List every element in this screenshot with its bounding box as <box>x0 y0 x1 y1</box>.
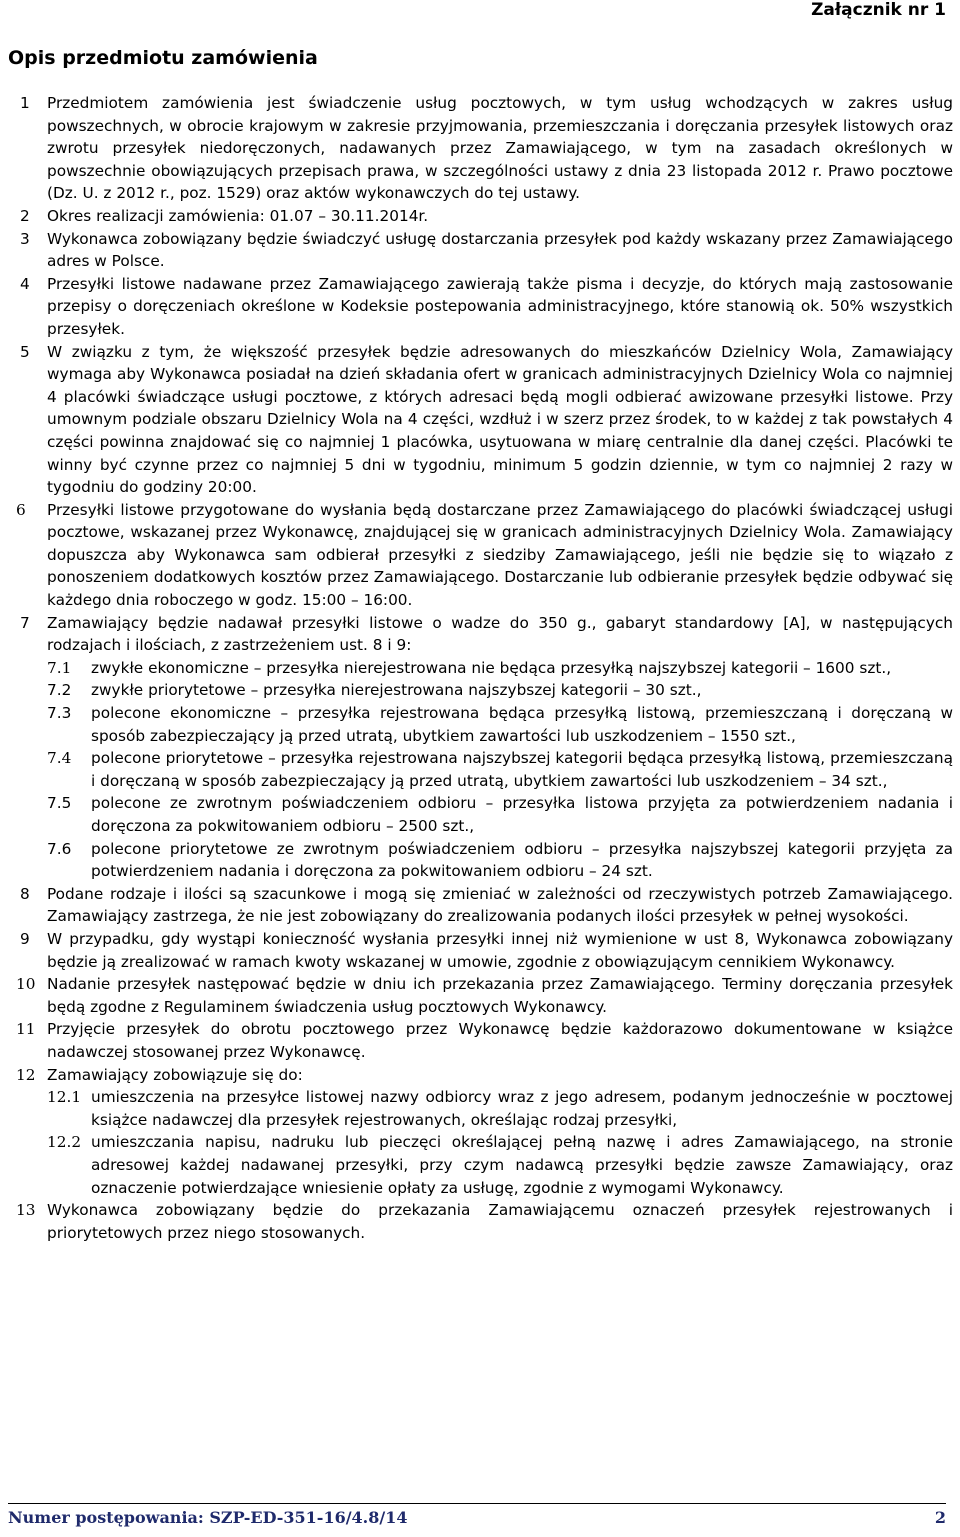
list-item <box>0 228 960 273</box>
page-footer <box>8 1503 946 1529</box>
list-item <box>0 1199 960 1244</box>
item-number: 6 <box>16 500 26 519</box>
sub-list-item <box>0 792 960 837</box>
list-item <box>0 205 960 228</box>
item-text: W związku z tym, że większość przesyłek będzie adresowanych do mieszkańców Dzielnicy Wola, Zamawiający wymaga aby Wykonawca posiadał na dzień składania ofert w granicach administracyjnych Dzielnicy Wola co najmniej 4 placówki świadczące usługi pocztowe, z których adresaci będą mogli odbierać awizowane przesyłki listowe. Przy umownym podziale obszaru Dzielnicy Wola na 4 części, wzdłuż i w szerz przez środek, to w każdej z tak powstałych 4 części powinna znajdować się co najmniej 1 placówka, usytuowana w miarę centralnie dla danej części. Placówki te winny być czynne przez co najmniej 5 dni w tygodniu, minimum 5 godzin dziennie, w tym co najmniej 2 razy w tygodniu do godziny 20:00. <box>47 342 953 497</box>
sub-list-item <box>0 679 960 702</box>
sub-item-number: 7.6 <box>47 839 72 858</box>
item-number: 4 <box>20 274 30 293</box>
item-text: Zamawiający zobowiązuje się do: <box>47 1065 303 1084</box>
sub-item-text: zwykłe priorytetowe – przesyłka nierejestrowana najszybszej kategorii – 30 szt., <box>91 681 702 700</box>
sub-item-text: umieszczenia na przesyłce listowej nazwy odbiorcy wraz z jego adresem, podanym jednocześnie w pocztowej książce nadawczej dla przesyłek rejestrowanych, określając rodzaj przesyłki, <box>91 1088 953 1129</box>
list-item <box>0 928 960 973</box>
item-text: Nadanie przesyłek następować będzie w dniu ich przekazania przez Zamawiającego. Terminy doręczania przesyłek będą zgodne z Regulaminem świadczenia usług pocztowych Wykonawcy. <box>47 975 953 1016</box>
sub-list-item <box>0 747 960 792</box>
sub-item-number: 7.4 <box>47 749 72 768</box>
sub-item-text: polecone ekonomiczne – przesyłka rejestrowana będąca przesyłką listową, przemieszczaną i doręczaną w sposób zabezpieczający ją przed utratą, ubytkiem zawartości lub uszkodzeniem – 1550 szt., <box>91 704 953 745</box>
sub-list-item <box>0 1086 960 1131</box>
list-item <box>0 612 960 657</box>
item-number: 8 <box>20 884 30 903</box>
item-number: 2 <box>20 206 30 225</box>
item-text: Wykonawca zobowiązany będzie świadczyć usługę dostarczania przesyłek pod każdy wskazany przez Zamawiającego adres w Polsce. <box>47 229 953 271</box>
page-number: 2 <box>934 1508 946 1527</box>
item-number: 12 <box>16 1065 36 1084</box>
item-number: 1 <box>20 94 30 112</box>
sub-item-number: 12.2 <box>47 1133 82 1152</box>
item-text: Przedmiotem zamówienia jest świadczenie usług pocztowych, w tym usług wchodzących w zakres usług powszechnych, w obrocie krajowym w zakresie przyjmowania, przemieszczania i doręczania przesyłek listowych oraz zwrotu przesyłek niedoręczonych, nadawanych przez Zamawiającego, w tym na zasadach określonych w powszechnie obowiązujących przepisach prawa, w szczególności ustawy z dnia 23 listopada 2012 r. Prawo pocztowe (Dz. U. z 2012 r., poz. 1529) oraz aktów wykonawczych do tej ustawy. <box>47 94 953 203</box>
sub-list-item <box>0 1131 960 1199</box>
list-item <box>0 973 960 1018</box>
sub-item-text: polecone priorytetowe – przesyłka rejestrowana najszybszej kategorii będąca przesyłką listową, przemieszczaną i doręczaną w sposób zabezpieczający ją przed utratą, ubytkiem zawartości lub uszkodzeniem – 34 szt., <box>91 749 953 790</box>
item-number: 9 <box>20 929 30 948</box>
sub-item-number: 7.1 <box>47 658 72 677</box>
sub-item-number: 7.3 <box>47 704 72 723</box>
sub-list-item <box>0 838 960 883</box>
sub-item-number: 7.5 <box>47 794 72 813</box>
item-number: 7 <box>20 613 30 632</box>
item-text: Przesyłki listowe nadawane przez Zamawiającego zawierają także pisma i decyzje, do których mają zastosowanie przepisy o doręczeniach określone w Kodeksie postepowania administracyjnego, które stanowią ok. 50% wszystkich przesyłek. <box>47 274 953 338</box>
document-title: Opis przedmiotu zamówienia <box>8 47 318 69</box>
list-item <box>0 1018 960 1063</box>
item-number: 11 <box>16 1020 36 1039</box>
list-item <box>0 883 960 928</box>
item-text: Przyjęcie przesyłek do obrotu pocztowego przez Wykonawcę będzie każdorazowo dokumentowane w książce nadawczej stosowanej przez Wykonawcę. <box>47 1020 953 1061</box>
item-text: Podane rodzaje i ilości są szacunkowe i mogą się zmieniać w zależności od rzeczywistych potrzeb Zamawiającego. Zamawiający zastrzega, że nie jest zobowiązany do zrealizowania podanych ilości przesyłek w pełnej wysokości. <box>47 884 953 926</box>
item-text: Przesyłki listowe przygotowane do wysłania będą dostarczane przez Zamawiającego do placówki świadczącej usługi pocztowe, wskazanej przez Wykonawcę, znajdującej się w granicach administracyjnych Dzielnicy Wola. Zamawiający dopuszcza aby Wykonawca sam odbierał przesyłki z siedziby Zamawiającego, jeśli nie będzie się to wiązało z ponoszeniem dodatkowych kosztów przez Zamawiającego. Dostarczanie lub odbieranie przesyłek będzie odbywać się każdego dnia roboczego w godz. 15:00 – 16:00. <box>47 500 953 610</box>
item-number: 10 <box>16 975 36 994</box>
item-text: Zamawiający będzie nadawał przesyłki listowe o wadze do 350 g., gabaryt standardowy [A], w następujących rodzajach i ilościach, z zastrzeżeniem ust. 8 i 9: <box>47 613 953 655</box>
sub-list-item <box>0 702 960 747</box>
sub-list-item <box>0 657 960 680</box>
document-body <box>0 92 960 1244</box>
item-text: Wykonawca zobowiązany będzie do przekazania Zamawiającemu oznaczeń przesyłek rejestrowanych i priorytetowych przez niego stosowanych. <box>47 1201 953 1242</box>
item-text: Okres realizacji zamówienia: 01.07 – 30.11.2014r. <box>47 206 429 225</box>
list-item <box>0 92 960 205</box>
procedure-number: Numer postępowania: SZP-ED-351-16/4.8/14 <box>8 1508 408 1527</box>
sub-item-text: umieszczania napisu, nadruku lub pieczęci określającej pełną nazwę i adres Zamawiającego, na stronie adresowej każdej nadawanej przesyłki, przy czym nadawcą przesyłki będzie zawsze Zamawiający, oraz oznaczenie potwierdzające wniesienie opłaty za usługę, zgodnie z wymogami Wykonawcy. <box>91 1133 953 1197</box>
list-item <box>0 1064 960 1087</box>
sub-item-text: polecone priorytetowe ze zwrotnym poświadczeniem odbioru – przesyłka najszybszej kategorii przyjęta za potwierdzeniem nadania i doręczona za pokwitowaniem odbioru – 24 szt. <box>91 839 953 881</box>
sub-item-number: 7.2 <box>47 681 72 700</box>
sub-item-text: zwykłe ekonomiczne – przesyłka nierejestrowana nie będąca przesyłką najszybszej kategorii – 1600 szt., <box>91 658 892 677</box>
item-text: W przypadku, gdy wystąpi konieczność wysłania przesyłki innej niż wymienione w ust 8, Wykonawca zobowiązany będzie ją zrealizować w ramach kwoty wskazanej w umowie, zgodnie z obowiązującym cennikiem Wykonawcy. <box>47 929 953 971</box>
list-item <box>0 499 960 612</box>
item-number: 5 <box>20 342 30 361</box>
annex-label: Załącznik nr 1 <box>811 0 946 20</box>
list-item <box>0 341 960 499</box>
sub-item-text: polecone ze zwrotnym poświadczeniem odbioru – przesyłka listowa przyjęta za potwierdzeniem nadania i doręczona za pokwitowaniem odbioru – 2500 szt., <box>91 794 953 835</box>
item-number: 13 <box>16 1201 36 1220</box>
item-number: 3 <box>20 229 30 248</box>
sub-item-number: 12.1 <box>47 1088 82 1107</box>
list-item <box>0 273 960 341</box>
